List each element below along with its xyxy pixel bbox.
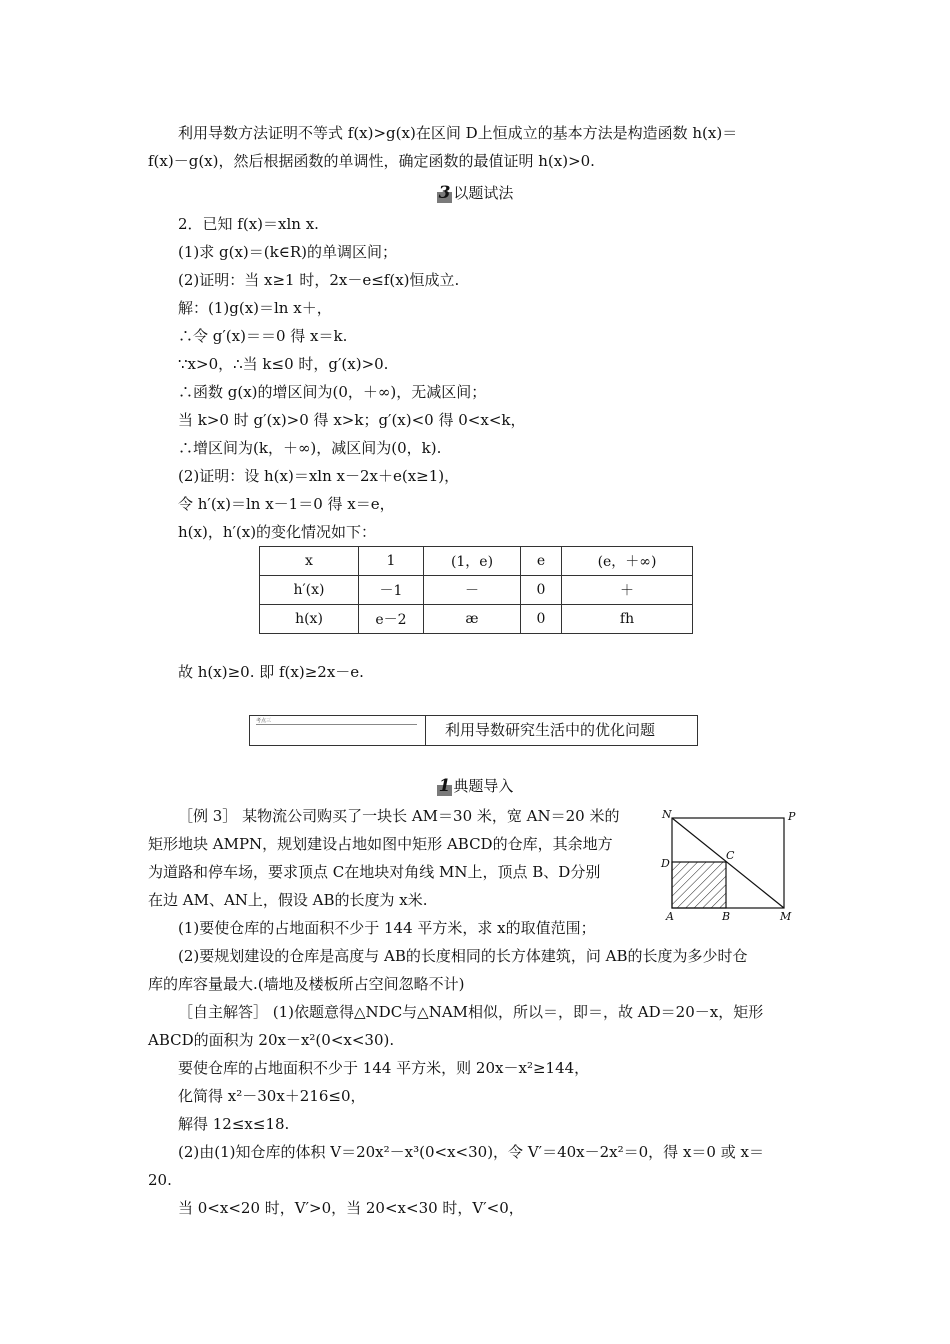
example-line: 矩形地块 AMPN，规划建设占地如图中矩形 ABCD的仓库，其余地方: [148, 835, 613, 853]
topic-box-rule: [256, 724, 417, 725]
table-cell: h′(x): [260, 576, 359, 605]
topic-box-label-cell: [250, 716, 426, 745]
problem-line: 当 k>0 时 g′(x)>0 得 x>k；g′(x)<0 得 0<x<k，: [178, 411, 526, 429]
warehouse-figure: [660, 806, 800, 922]
table-cell: －: [424, 576, 521, 605]
example-line: (1)要使仓库的占地面积不少于 144 平方米，求 x的取值范围；: [178, 919, 596, 937]
table-cell: －1: [359, 576, 424, 605]
section-number-badge: 1: [438, 776, 451, 796]
table-cell: e: [521, 547, 562, 576]
example-line: 库的库容量最大.(墙地及楼板所占空间忽略不计): [148, 975, 465, 993]
point-label-P: P: [788, 810, 796, 823]
intro-line-1: 利用导数方法证明不等式 f(x)>g(x)在区间 D上恒成立的基本方法是构造函数 h(x)＝: [178, 124, 738, 142]
example-line: 为道路和停车场，要求顶点 C在地块对角线 MN上，顶点 B、D分别: [148, 863, 601, 881]
problem-line: (2)证明：当 x≥1 时，2x－e≤f(x)恒成立.: [178, 271, 460, 289]
problem-line: ∴增区间为(k，＋∞)，减区间为(0，k).: [178, 439, 442, 457]
table-cell: fh: [562, 605, 693, 634]
example-line: (2)要规划建设的仓库是高度与 AB的长度相同的长方体建筑，问 AB的长度为多少时仓: [178, 947, 748, 965]
problem-line: 令 h′(x)＝ln x－1＝0 得 x＝e，: [178, 495, 395, 513]
solution-line: 化简得 x²－30x＋216≤0，: [178, 1087, 366, 1105]
table-row: [260, 576, 693, 605]
section-heading-practice: [0, 183, 950, 203]
variation-table: [259, 546, 693, 634]
problem-line: ∴令 g′(x)＝＝0 得 x＝k.: [178, 327, 348, 345]
problem-line: ∵x>0，∴当 k≤0 时，g′(x)>0.: [178, 355, 389, 373]
topic-box-title: 利用导数研究生活中的优化问题: [445, 721, 656, 739]
table-cell: (1，e): [424, 547, 521, 576]
point-label-A: A: [666, 910, 674, 922]
point-label-M: M: [780, 910, 792, 922]
solution-line: 要使仓库的占地面积不少于 144 平方米，则 20x－x²≥144，: [178, 1059, 590, 1077]
problem-line: 解：(1)g(x)＝ln x＋，: [178, 299, 332, 317]
table-row: [260, 605, 693, 634]
solution-line: 当 0<x<20 时，V′>0，当 20<x<30 时，V′<0，: [178, 1199, 524, 1217]
conclusion-line: 故 h(x)≥0. 即 f(x)≥2x－e.: [178, 663, 364, 681]
table-cell: h(x): [260, 605, 359, 634]
table-cell: ＋: [562, 576, 693, 605]
problem-line: h(x)，h′(x)的变化情况如下：: [178, 523, 377, 541]
point-label-N: N: [662, 808, 672, 821]
problem-line: ∴函数 g(x)的增区间为(0，＋∞)，无减区间；: [178, 383, 487, 401]
section-title: 以题试法: [453, 184, 514, 202]
solution-line: ABCD的面积为 20x－x²(0<x<30).: [148, 1031, 395, 1049]
section-number-badge: 3: [438, 183, 451, 203]
table-cell: (e，＋∞): [562, 547, 693, 576]
solution-line: 解得 12≤x≤18.: [178, 1115, 290, 1133]
point-label-B: B: [722, 910, 731, 922]
intro-line-2: f(x)－g(x)，然后根据函数的单调性，确定函数的最值证明 h(x)>0.: [148, 152, 595, 170]
table-cell: 1: [359, 547, 424, 576]
solution-line: 20.: [148, 1171, 172, 1189]
table-cell: 0: [521, 605, 562, 634]
section-heading-example: [0, 776, 950, 796]
topic-box-label: 考点三: [256, 718, 272, 724]
table-cell: e－2: [359, 605, 424, 634]
table-cell: æ: [424, 605, 521, 634]
problem-line: 2．已知 f(x)＝xln x.: [178, 215, 319, 233]
table-cell: x: [260, 547, 359, 576]
point-label-C: C: [726, 849, 735, 862]
point-label-D: D: [661, 857, 670, 870]
problem-line: (2)证明：设 h(x)＝xln x－2x＋e(x≥1)，: [178, 467, 460, 485]
problem-line: (1)求 g(x)＝(k∈R)的单调区间；: [178, 243, 397, 261]
solution-line: ［自主解答］ (1)依题意得△NDC与△NAM相似，所以＝，即＝，故 AD＝20－x，矩形: [178, 1003, 764, 1021]
example-line: 在边 AM、AN上，假设 AB的长度为 x米.: [148, 891, 428, 909]
table-cell: 0: [521, 576, 562, 605]
table-row: [260, 547, 693, 576]
solution-line: (2)由(1)知仓库的体积 V＝20x²－x³(0<x<30)，令 V′＝40x－2x²＝0，得 x＝0 或 x＝: [178, 1143, 764, 1161]
topic-box: [249, 715, 698, 746]
warehouse-rectangle-ABCD: [672, 862, 726, 908]
section-title: 典题导入: [453, 777, 514, 795]
example-line: ［例 3］ 某物流公司购买了一块长 AM＝30 米，宽 AN＝20 米的: [178, 807, 620, 825]
